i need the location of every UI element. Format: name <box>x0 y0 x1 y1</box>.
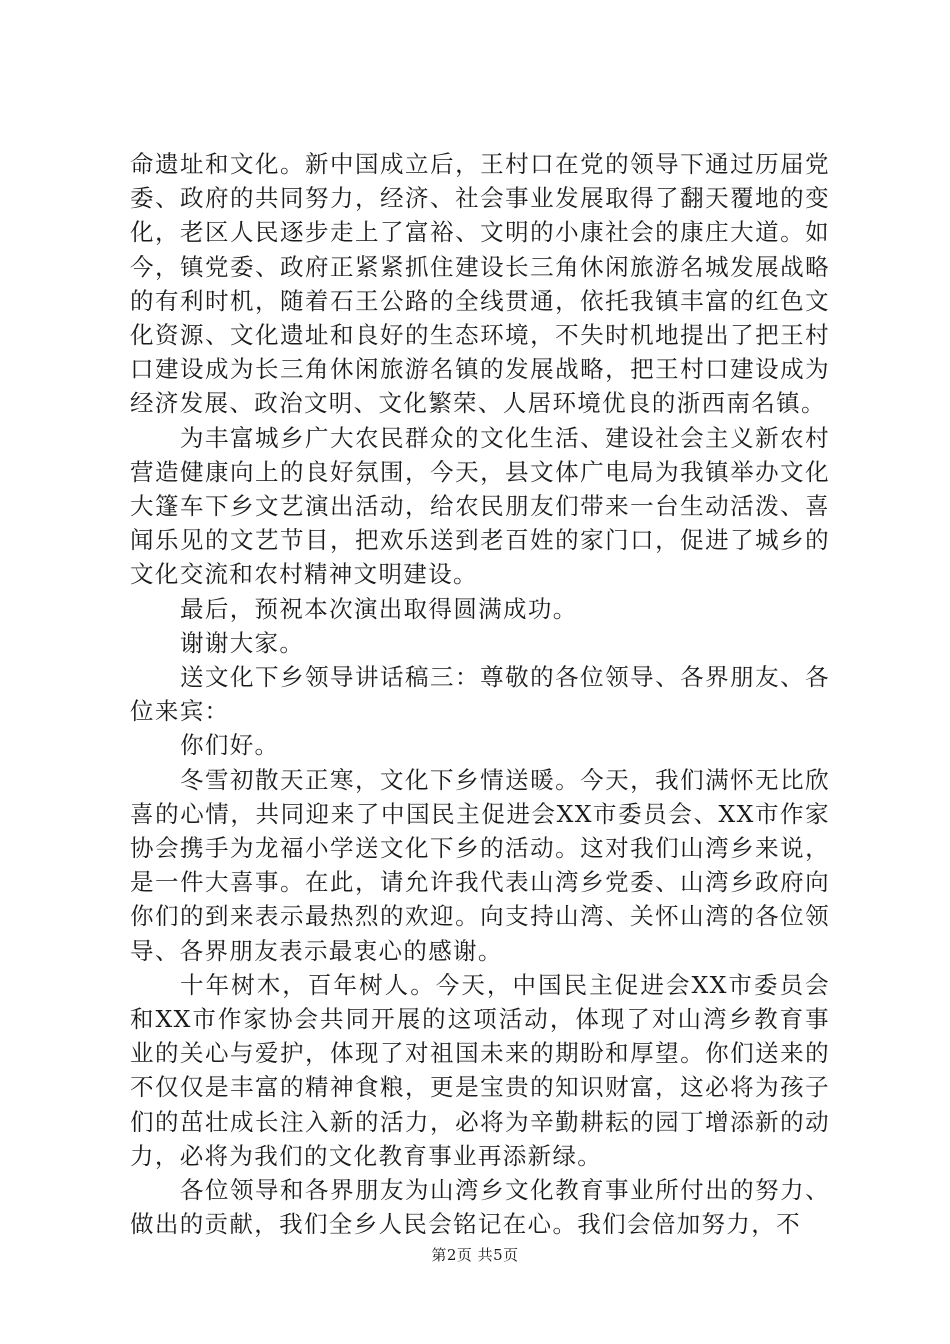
paragraph-7: 冬雪初散天正寒，文化下乡情送暖。今天，我们满怀无比欣喜的心情，共同迎来了中国民主促进会XX市委员会、XX市作家协会携手为龙福小学送文化下乡的活动。这对我们山湾乡来说，是一件大喜事。在此，请允许我代表山湾乡党委、山湾乡政府向你们的到来表示最热烈的欢迎。向支持山湾、关怀山湾的各位领导、各界朋友表示最衷心的感谢。 <box>130 765 830 965</box>
document-body <box>130 147 830 1242</box>
paragraph-3: 最后，预祝本次演出取得圆满成功。 <box>180 594 578 623</box>
paragraph-8: 十年树木，百年树人。今天，中国民主促进会XX市委员会和XX市作家协会共同开展的这项活动，体现了对山湾乡教育事业的关心与爱护，体现了对祖国未来的期盼和厚望。你们送来的不仅仅是丰富的精神食粮，更是宝贵的知识财富，这必将为孩子们的茁壮成长注入新的活力，必将为辛勤耕耘的园丁增添新的动力，必将为我们的文化教育事业再添新绿。 <box>130 970 830 1170</box>
paragraph-1: 命遗址和文化。新中国成立后，王村口在党的领导下通过历届党委、政府的共同努力，经济、社会事业发展取得了翻天覆地的变化，老区人民逐步走上了富裕、文明的小康社会的康庄大道。如今，镇党委、政府正紧紧抓住建设长三角休闲旅游名城发展战略的有利时机，随着石王公路的全线贯通，依托我镇丰富的红色文化资源、文化遗址和良好的生态环境，不失时机地提出了把王村口建设成为长三角休闲旅游名镇的发展战略，把王村口建设成为经济发展、政治文明、文化繁荣、人居环境优良的浙西南名镇。 <box>130 150 830 418</box>
paragraph-6: 你们好。 <box>180 731 280 760</box>
paragraph-5: 送文化下乡领导讲话稿三：尊敬的各位领导、各界朋友、各位来宾： <box>130 663 830 726</box>
page-footer: 第2页 共5页 <box>431 1246 519 1264</box>
paragraph-9: 各位领导和各界朋友为山湾乡文化教育事业所付出的努力、做出的贡献，我们全乡人民会铭记在心。我们会倍加努力，不 <box>130 1176 830 1239</box>
paragraph-4: 谢谢大家。 <box>180 628 305 657</box>
paragraph-2: 为丰富城乡广大农民群众的文化生活、建设社会主义新农村营造健康向上的良好氛围，今天，县文体广电局为我镇举办文化大篷车下乡文艺演出活动，给农民朋友们带来一台生动活泼、喜闻乐见的文艺节目，把欢乐送到老百姓的家门口，促进了城乡的文化交流和农村精神文明建设。 <box>130 423 830 589</box>
